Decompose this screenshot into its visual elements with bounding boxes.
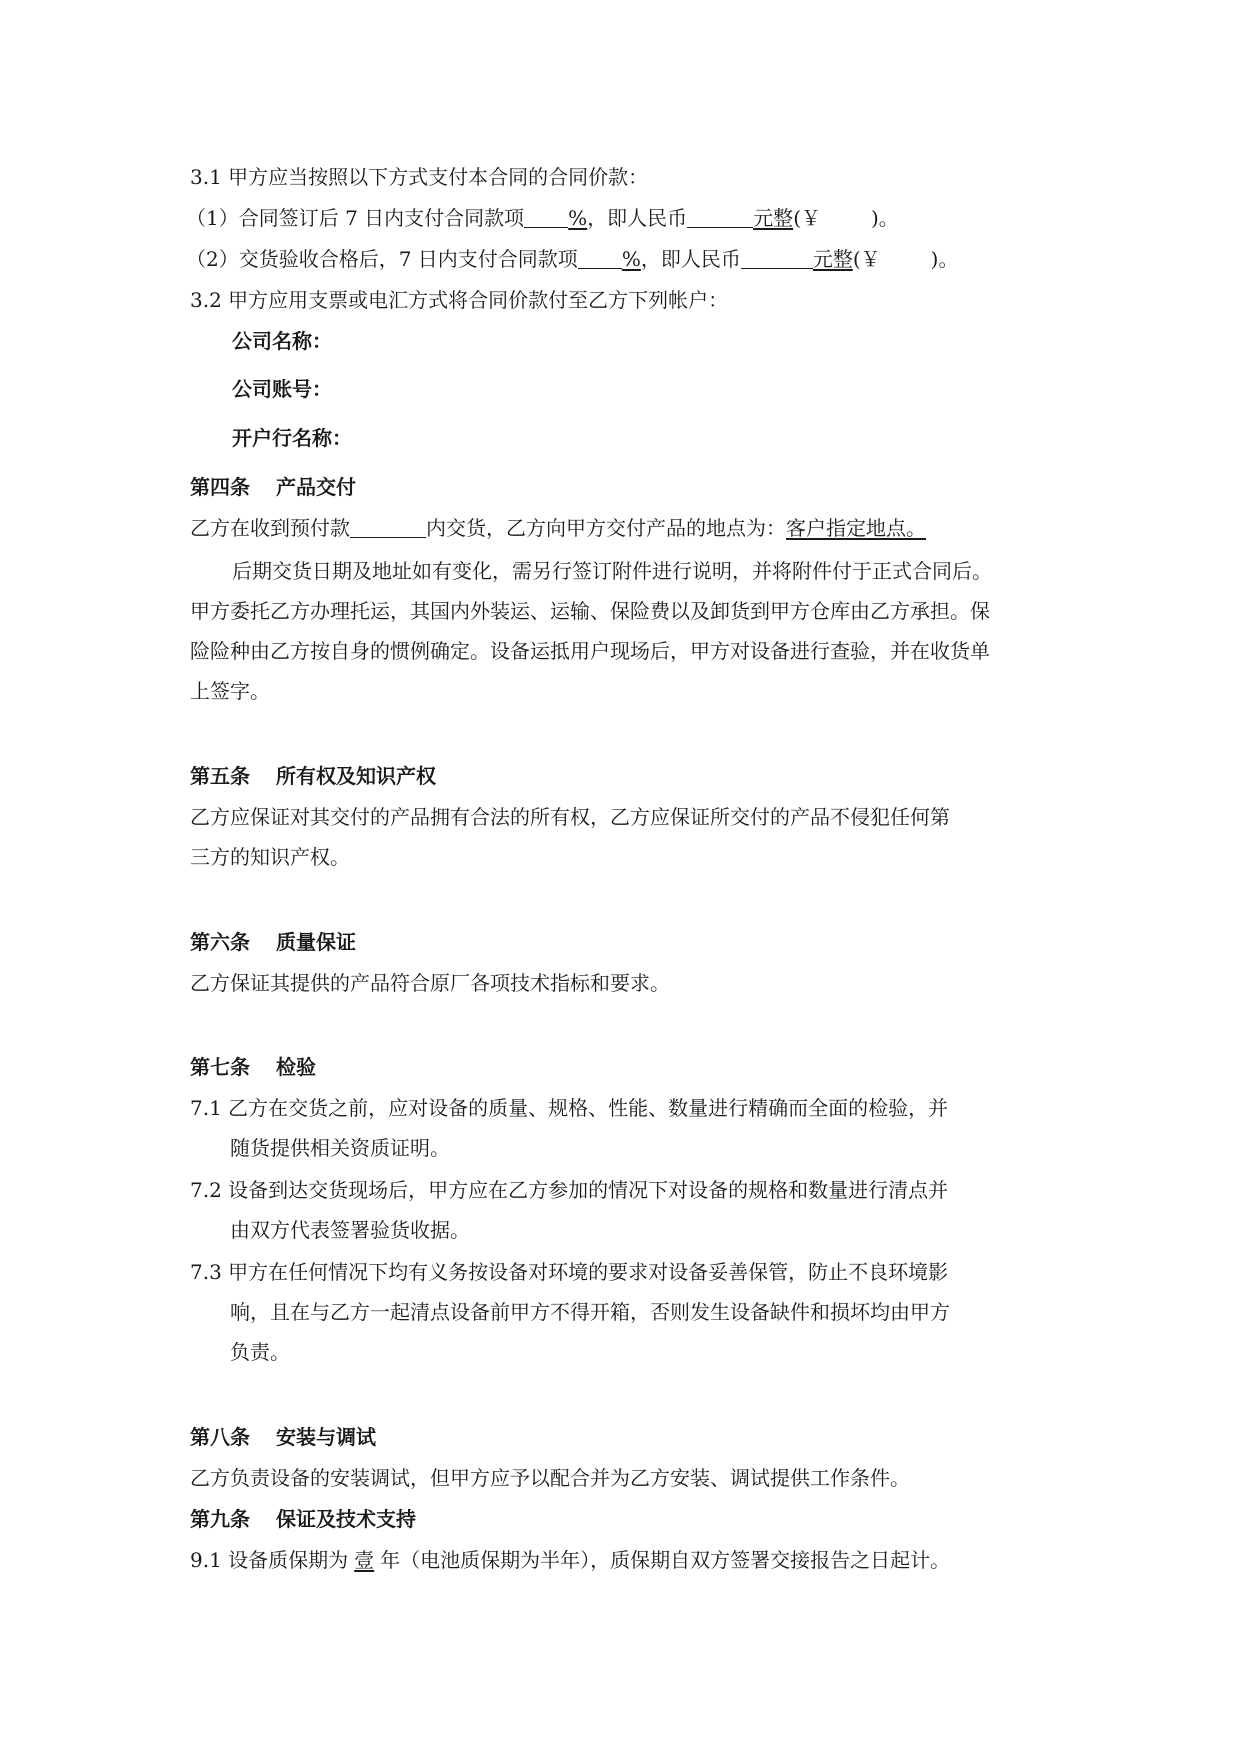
article-4-delivery-line: 乙方在收到预付款 内交货，乙方向甲方交付产品的地点为：客户指定地点。 <box>190 516 926 540</box>
article-6-heading: 第六条 质量保证 <box>190 930 356 954</box>
article-4-para: 甲方委托乙方办理托运，其国内外装运、运输、保险费以及卸货到甲方仓库由乙方承担。保 <box>190 599 990 623</box>
article-4-para: 险险种由乙方按自身的惯例确定。设备运抵用户现场后，甲方对设备进行查验，并在收货单 <box>190 639 990 663</box>
article-4-heading: 第四条 产品交付 <box>190 475 356 499</box>
clause-7-3-cont: 响，且在与乙方一起清点设备前甲方不得开箱，否则发生设备缺件和损坏均由甲方 <box>230 1300 950 1324</box>
article-8-para: 乙方负责设备的安装调试，但甲方应予以配合并为乙方安装、调试提供工作条件。 <box>190 1466 910 1490</box>
clause-7-2-cont: 由双方代表签署验货收据。 <box>230 1218 470 1242</box>
article-5-heading: 第五条 所有权及知识产权 <box>190 764 436 788</box>
article-4-para: 后期交货日期及地址如有变化，需另行签订附件进行说明，并将附件付于正式合同后。 <box>232 559 992 583</box>
amount-blank <box>687 207 753 228</box>
clause-7-1-cont: 随货提供相关资质证明。 <box>230 1136 450 1160</box>
clause-3-2: 3.2 甲方应用支票或电汇方式将合同价款付至乙方下列帐户： <box>190 288 729 312</box>
clause-7-3: 7.3 甲方在任何情况下均有义务按设备对环境的要求对设备妥善保管，防止不良环境影 <box>190 1260 949 1284</box>
article-8-heading: 第八条 安装与调试 <box>190 1425 376 1449</box>
percent-blank <box>578 248 622 269</box>
payment-term-2: （2）交货验收合格后，7 日内支付合同款项 %，即人民币 元整(￥ )。 <box>186 247 959 271</box>
article-5-para: 三方的知识产权。 <box>190 845 350 869</box>
bank-name-label: 开户行名称： <box>232 426 352 450</box>
article-7-heading: 第七条 检验 <box>190 1055 316 1079</box>
payment-term-1: （1）合同签订后 7 日内支付合同款项 %，即人民币 元整(￥ )。 <box>186 206 899 230</box>
article-6-para: 乙方保证其提供的产品符合原厂各项技术指标和要求。 <box>190 971 670 995</box>
amount-blank <box>741 248 813 269</box>
company-account-label: 公司账号： <box>232 377 332 401</box>
article-5-para: 乙方应保证对其交付的产品拥有合法的所有权，乙方应保证所交付的产品不侵犯任何第 <box>190 805 950 829</box>
clause-7-1: 7.1 乙方在交货之前，应对设备的质量、规格、性能、数量进行精确而全面的检验，并 <box>190 1096 949 1120</box>
clause-7-3-cont: 负责。 <box>230 1340 290 1364</box>
article-9-heading: 第九条 保证及技术支持 <box>190 1507 416 1531</box>
article-4-para: 上签字。 <box>190 679 270 703</box>
delivery-days-blank <box>350 517 426 538</box>
clause-7-2: 7.2 设备到达交货现场后，甲方应在乙方参加的情况下对设备的规格和数量进行清点并 <box>190 1178 949 1202</box>
company-name-label: 公司名称： <box>232 329 332 353</box>
percent-blank <box>524 207 568 228</box>
clause-3-1: 3.1 甲方应当按照以下方式支付本合同的合同价款： <box>190 165 649 189</box>
clause-9-1: 9.1 设备质保期为 壹 年（电池质保期为半年），质保期自双方签署交接报告之日起计。 <box>190 1548 951 1572</box>
